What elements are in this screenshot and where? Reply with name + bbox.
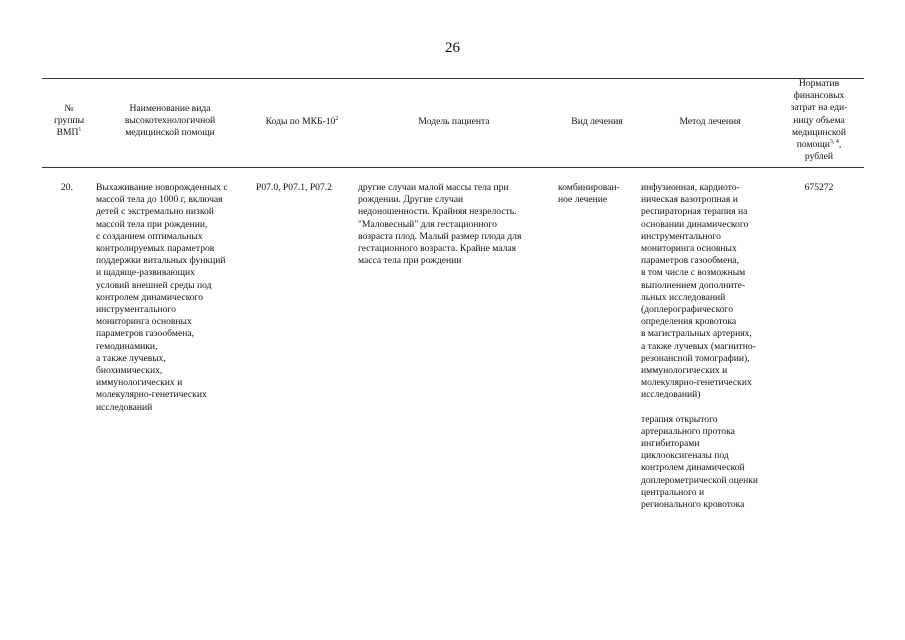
model-line: "Маловесный" для гестационного	[358, 218, 497, 230]
footnote-ref: 3, 4	[829, 138, 839, 145]
name-line: детей с экстремально низкой	[96, 206, 214, 218]
cell-group	[61, 182, 91, 194]
name-line: иммунологических и	[96, 377, 183, 389]
cell-method	[641, 182, 779, 511]
cell-model	[358, 182, 550, 267]
header-method-label: Метод лечения	[679, 116, 741, 127]
method-line: ническая вазотропная и	[641, 194, 738, 206]
icd-codes: P07.0, P07.1, P07.2	[256, 182, 332, 193]
header-norm-line: медицинской	[792, 126, 846, 138]
method-line: а также лучевых (магнитно-	[641, 340, 756, 352]
method-line: (доплерографического	[641, 304, 734, 316]
header-name	[100, 103, 240, 140]
name-line: биохимических,	[96, 365, 163, 377]
header-group	[48, 103, 90, 140]
header-norm-line: затрат на еди-	[790, 102, 848, 114]
method-line: исследований)	[641, 389, 701, 401]
name-line: инструментального	[96, 304, 176, 316]
header-norm-line: финансовых	[793, 90, 845, 102]
cell-codes	[256, 182, 352, 194]
model-line: масса тела при рождении	[358, 255, 462, 267]
cell-treatment-type	[558, 182, 634, 206]
table-top-rule	[42, 78, 864, 79]
header-norm-comma: ,	[838, 139, 842, 151]
group-number: 20.	[61, 182, 73, 193]
method-line: терапия открытого	[641, 413, 718, 425]
method-line: выполнением дополните-	[641, 279, 746, 291]
method-line: параметров газообмена,	[641, 255, 740, 267]
method-line: респираторная терапия на	[641, 206, 748, 218]
header-codes-label: Коды по МКБ-10	[265, 116, 336, 127]
name-line: массой тела при рождении,	[96, 218, 208, 230]
method-line: центрального и	[641, 486, 705, 498]
name-line: параметров газообмена,	[96, 328, 195, 340]
header-model	[362, 116, 546, 128]
method-line: регионального кровотока	[641, 499, 745, 511]
model-line: недоношенности. Крайняя незрелость.	[358, 206, 517, 218]
header-method	[648, 116, 772, 128]
header-norm	[780, 78, 858, 163]
page-number: 26	[445, 40, 460, 56]
footnote-ref: 1	[78, 127, 82, 134]
table-header-rule	[42, 167, 864, 168]
model-line: гестационного возраста. Крайне малая	[358, 243, 517, 255]
model-line: возраста плод. Малый размер плода для	[358, 230, 522, 242]
cell-norm	[784, 182, 854, 194]
header-treatment-type	[556, 116, 638, 128]
norm-value: 675272	[804, 182, 834, 193]
header-codes	[254, 116, 350, 128]
treatment-type-line: комбинирован-	[558, 182, 620, 193]
name-line: контролем динамического	[96, 291, 204, 303]
paragraph-gap	[641, 402, 779, 414]
name-line: гемодинамики,	[96, 340, 158, 352]
method-line: льных исследований	[641, 291, 726, 303]
method-line: доплерометрической оценки	[641, 474, 759, 486]
footnote-ref: 2	[335, 115, 339, 122]
method-line: в магистральных артериях,	[641, 328, 752, 340]
header-name-line: высокотехнологичной	[124, 115, 216, 127]
model-line: другие случаи малой массы тела при	[358, 182, 509, 193]
header-model-label: Модель пациента	[418, 116, 490, 127]
cell-name	[96, 182, 248, 414]
name-line: и щадяще-развивающих	[96, 267, 195, 279]
name-line: Выхаживание новорожденных с	[96, 182, 228, 193]
method-line: основании динамического	[641, 218, 749, 230]
method-line: определения кровотока	[641, 316, 737, 328]
method-line: артериального протока	[641, 425, 735, 437]
name-line: условий внешней среды под	[96, 279, 212, 291]
name-line: с созданием оптимальных	[96, 230, 203, 242]
name-line: контролируемых параметров	[96, 243, 215, 255]
method-line: инфузионная, кардиото-	[641, 182, 740, 193]
method-line: инструментального	[641, 230, 721, 242]
method-line: молекулярно-генетических	[641, 377, 752, 389]
header-name-line: Наименование вида	[129, 103, 211, 114]
method-line: контролем динамической	[641, 462, 745, 474]
method-line: резонансной томографии),	[641, 352, 750, 364]
header-norm-line: рублей	[804, 151, 834, 163]
header-group-line: №	[64, 103, 74, 114]
treatment-type-line: ное лечение	[558, 194, 608, 206]
model-line: рождении. Другие случаи	[358, 194, 464, 206]
method-line: циклооксигеназы под	[641, 450, 729, 462]
header-group-line: ВМП	[56, 127, 79, 139]
header-treatment-type-label: Вид лечения	[571, 116, 623, 127]
header-name-line: медицинской помощи	[125, 127, 215, 139]
method-line: в том числе с возможным	[641, 267, 746, 279]
name-line: молекулярно-генетических	[96, 389, 207, 401]
name-line: массой тела до 1000 г, включая	[96, 194, 223, 206]
method-line: ингибиторами	[641, 438, 700, 450]
name-line: а также лучевых,	[96, 352, 166, 364]
header-group-line: группы	[53, 115, 85, 127]
method-line: мониторинга основных	[641, 243, 737, 255]
name-line: исследований	[96, 401, 153, 413]
header-norm-line: ницу объема	[793, 114, 845, 126]
name-line: поддержки витальных функций	[96, 255, 226, 267]
method-line: иммунологических и	[641, 365, 728, 377]
name-line: мониторинга основных	[96, 316, 192, 328]
header-norm-line: Норматив	[798, 78, 840, 89]
header-norm-line: помощи	[796, 139, 830, 151]
